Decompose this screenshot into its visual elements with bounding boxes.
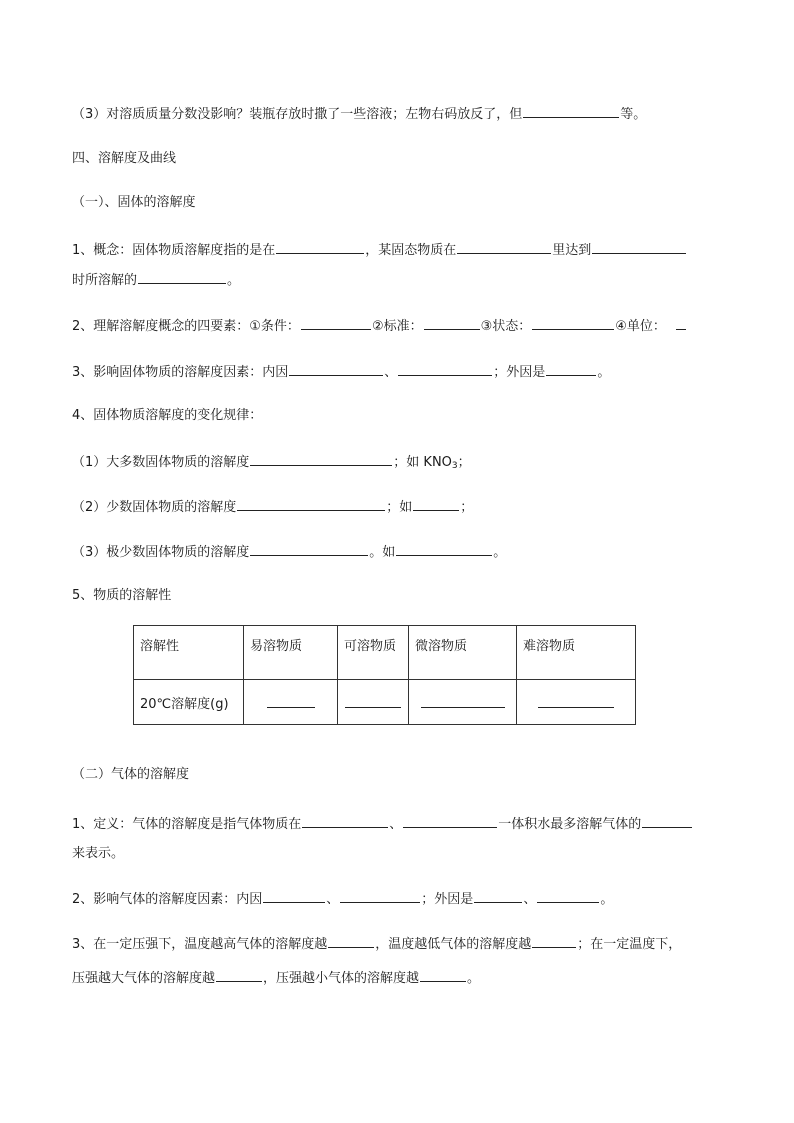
rule-2 <box>72 497 473 517</box>
fill-blank[interactable] <box>345 697 401 708</box>
text: ； <box>460 500 474 515</box>
solubility-heading: 5、物质的溶解性 <box>72 588 172 603</box>
text: ，压强越小气体的溶解度越 <box>263 971 420 986</box>
text: ，某固态物质在 <box>365 243 457 258</box>
table-cell[interactable] <box>244 680 338 725</box>
fill-blank[interactable] <box>302 814 388 828</box>
text: 、 <box>389 817 403 832</box>
fill-blank[interactable] <box>421 697 505 708</box>
text: 3、在一定压强下，温度越高气体的溶解度越 <box>72 937 328 952</box>
text: 时所溶解的 <box>72 273 138 288</box>
text: ，温度越低气体的溶解度越 <box>375 937 532 952</box>
fill-blank[interactable] <box>413 497 459 511</box>
fill-blank[interactable] <box>398 362 492 376</box>
text: ； <box>457 455 471 470</box>
subsection-heading: （二）气体的溶解度 <box>72 767 190 782</box>
fill-blank[interactable] <box>538 697 614 708</box>
text: 。 <box>600 892 614 907</box>
fill-blank[interactable] <box>546 362 596 376</box>
fill-blank[interactable] <box>267 697 315 708</box>
text: 。 <box>467 971 481 986</box>
text: 2、理解溶解度概念的四要素：①条件： <box>72 319 300 334</box>
table-cell: 易溶物质 <box>244 626 338 680</box>
text: 。 <box>493 545 507 560</box>
text: 里达到 <box>552 243 592 258</box>
fill-blank[interactable] <box>396 542 492 556</box>
fill-blank[interactable] <box>340 889 420 903</box>
fill-blank[interactable] <box>301 316 371 330</box>
text: （2）少数固体物质的溶解度 <box>72 500 237 515</box>
text: 3、影响固体物质的溶解度因素：内因 <box>72 365 289 380</box>
fill-blank[interactable] <box>642 814 692 828</box>
fill-blank[interactable] <box>250 542 368 556</box>
text: 、 <box>326 892 340 907</box>
fill-blank[interactable] <box>532 934 576 948</box>
text: ；外因是 <box>421 892 474 907</box>
text: ④单位： <box>615 319 666 334</box>
gas-definition-line <box>72 814 693 834</box>
fill-blank[interactable] <box>523 104 619 118</box>
rules-heading: 4、固体物质溶解度的变化规律： <box>72 408 263 423</box>
subscript: 3 <box>451 461 458 471</box>
table-cell: 微溶物质 <box>409 626 517 680</box>
text: 一体积水最多溶解气体的 <box>498 817 642 832</box>
text: （3）极少数固体物质的溶解度 <box>72 545 250 560</box>
table-row <box>134 680 636 725</box>
four-elements-line <box>72 316 687 336</box>
text: （3）对溶质质量分数没影响？装瓶存放时撒了一些溶液；左物右码放反了，但 <box>72 107 523 122</box>
concept-line-2 <box>72 270 240 290</box>
text: ；如 <box>386 500 413 515</box>
fill-blank[interactable] <box>537 889 599 903</box>
table-cell: 溶解性 <box>134 626 244 680</box>
fill-blank[interactable] <box>424 316 480 330</box>
table-cell: 20℃溶解度(g) <box>134 680 244 725</box>
fill-blank[interactable] <box>250 452 392 466</box>
text: （1）大多数固体物质的溶解度 <box>72 455 250 470</box>
fill-blank[interactable] <box>403 814 497 828</box>
fill-blank[interactable] <box>276 240 364 254</box>
section-heading: 四、溶解度及曲线 <box>72 151 177 166</box>
text: 、 <box>384 365 398 380</box>
text: 2、影响气体的溶解度因素：内因 <box>72 892 263 907</box>
rule-3 <box>72 542 506 562</box>
fill-blank[interactable] <box>532 316 614 330</box>
subsection-heading: （一）、固体的溶解度 <box>72 195 196 210</box>
table-cell: 可溶物质 <box>338 626 409 680</box>
rule-1 <box>72 452 471 472</box>
solubility-table <box>133 625 636 725</box>
fill-blank[interactable] <box>420 968 466 982</box>
fill-blank[interactable] <box>676 316 686 330</box>
text: 1、定义：气体的溶解度是指气体物质在 <box>72 817 302 832</box>
text: ；外因是 <box>493 365 546 380</box>
table-cell[interactable] <box>517 680 636 725</box>
gas-factors-line <box>72 889 613 909</box>
table-cell[interactable] <box>338 680 409 725</box>
fill-blank[interactable] <box>474 889 522 903</box>
table-cell: 难溶物质 <box>517 626 636 680</box>
fill-blank[interactable] <box>138 270 226 284</box>
table-row <box>134 626 636 680</box>
factors-line <box>72 362 610 382</box>
text: ③状态： <box>480 319 532 334</box>
fill-blank[interactable] <box>457 240 551 254</box>
text: ；如 KNO <box>393 455 452 470</box>
text: 。 <box>227 273 241 288</box>
text: 。 <box>597 365 611 380</box>
text: 。如 <box>369 545 396 560</box>
concept-line <box>72 240 687 260</box>
gas-rule-line <box>72 934 681 954</box>
fill-blank[interactable] <box>328 934 374 948</box>
q3-line <box>72 104 646 124</box>
text: ；在一定温度下， <box>577 937 682 952</box>
text: ②标准： <box>371 319 423 334</box>
gas-rule-line-2 <box>72 968 480 988</box>
text: 1、概念：固体物质溶解度指的是在 <box>72 243 276 258</box>
text: 、 <box>523 892 537 907</box>
table-cell[interactable] <box>409 680 517 725</box>
fill-blank[interactable] <box>237 497 385 511</box>
gas-definition-line-2: 来表示。 <box>72 846 125 861</box>
fill-blank[interactable] <box>592 240 686 254</box>
fill-blank[interactable] <box>263 889 325 903</box>
text: 压强越大气体的溶解度越 <box>72 971 216 986</box>
fill-blank[interactable] <box>216 968 262 982</box>
fill-blank[interactable] <box>289 362 383 376</box>
text: 等。 <box>620 107 647 122</box>
